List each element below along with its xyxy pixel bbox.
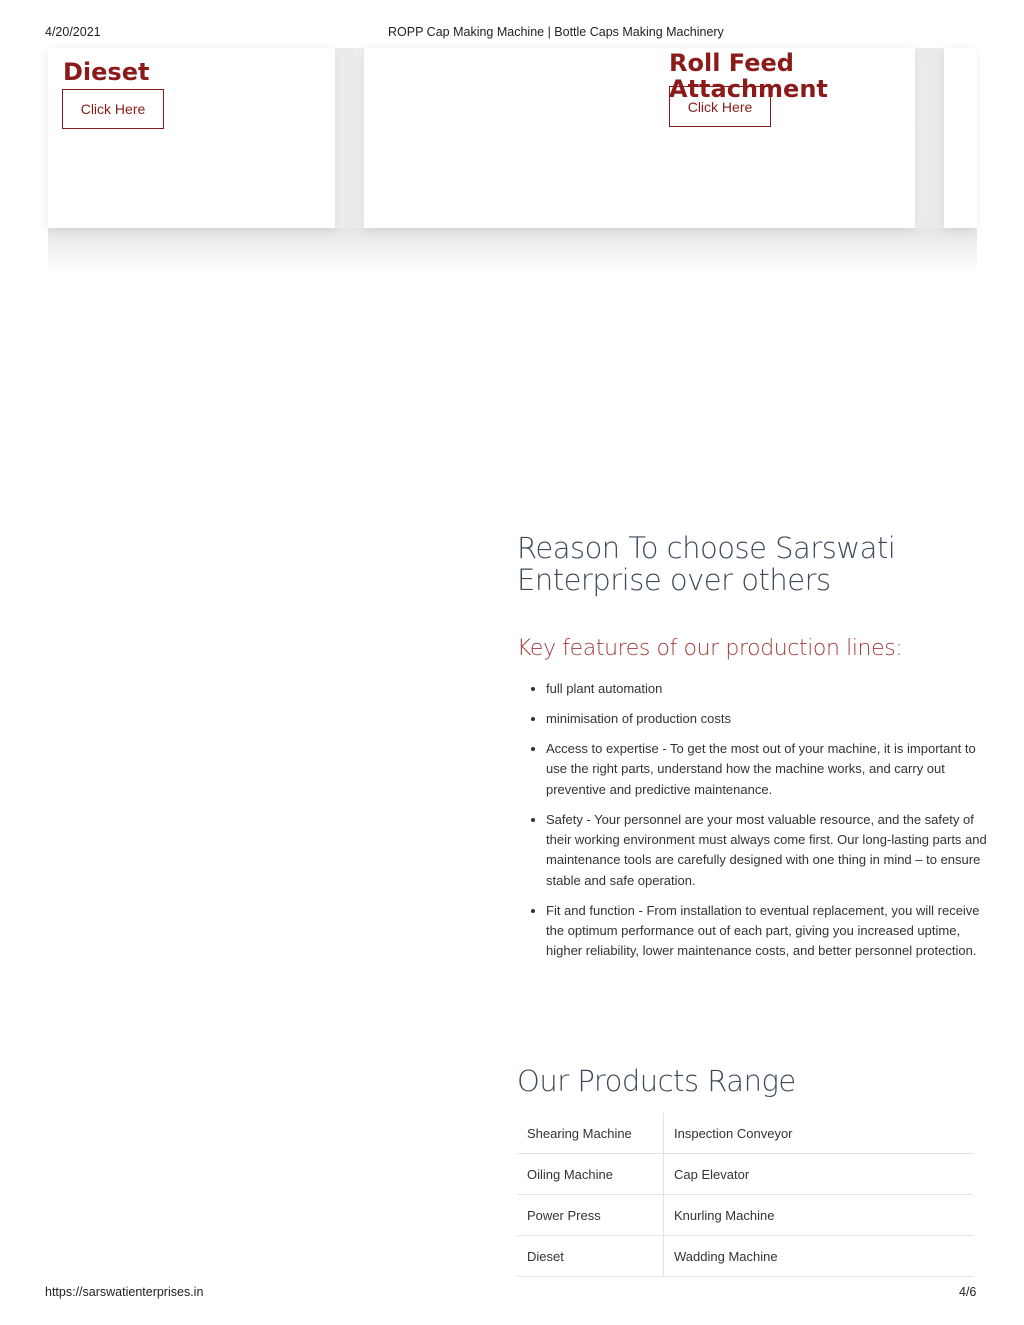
list-item: • Fit and function - From installation to eventual replacement, you will receive the optimum performance out of each part, giving you increased uptime, higher reliability, lower maintenance costs, and better personnel protection. <box>546 901 988 962</box>
list-item: • Access to expertise - To get the most out of your machine, it is important to use the right parts, understand how the machine works, and carry out preventive and predictive maintenance. <box>546 739 988 800</box>
products-heading: Our Products Range <box>517 1064 796 1098</box>
list-item: • full plant automation <box>546 679 988 699</box>
product-card-title: Dieset <box>63 58 150 86</box>
product-card-title: Roll Feed Attachment <box>669 49 828 103</box>
click-here-button[interactable]: Click Here <box>669 86 771 127</box>
print-url: https://sarswatienterprises.in <box>45 1285 204 1299</box>
table-cell: Wadding Machine <box>664 1236 974 1277</box>
click-here-button[interactable]: Click Here <box>62 89 164 129</box>
print-title: ROPP Cap Making Machine | Bottle Caps Making Machinery <box>388 25 724 39</box>
table-row <box>517 1154 973 1195</box>
table-cell: Shearing Machine <box>517 1113 664 1154</box>
table-cell: Knurling Machine <box>664 1195 974 1236</box>
carousel-gap <box>335 48 364 228</box>
table-cell: Inspection Conveyor <box>664 1113 974 1154</box>
page-number: 4/6 <box>959 1285 977 1299</box>
carousel-shadow-band <box>48 228 977 276</box>
list-item: • minimisation of production costs <box>546 709 988 729</box>
table-cell: Oiling Machine <box>517 1154 664 1195</box>
table-row <box>517 1236 973 1277</box>
table-row <box>517 1113 973 1154</box>
product-card-next <box>944 48 977 228</box>
print-date: 4/20/2021 <box>45 25 101 39</box>
list-item: • Safety - Your personnel are your most valuable resource, and the safety of their working environment must always come first. Our long-lasting parts and maintenance tools are carefully designed with one thing in mind – to ensure stable and safe operation. <box>546 810 988 892</box>
products-table <box>517 1113 973 1277</box>
table-row <box>517 1195 973 1236</box>
reason-heading: Reason To choose Sarswati Enterprise over others <box>517 531 896 597</box>
features-list <box>517 679 988 971</box>
table-cell: Cap Elevator <box>664 1154 974 1195</box>
carousel-gap <box>915 48 944 228</box>
table-cell: Power Press <box>517 1195 664 1236</box>
table-cell: Dieset <box>517 1236 664 1277</box>
features-subheading: Key features of our production lines: <box>517 636 903 661</box>
